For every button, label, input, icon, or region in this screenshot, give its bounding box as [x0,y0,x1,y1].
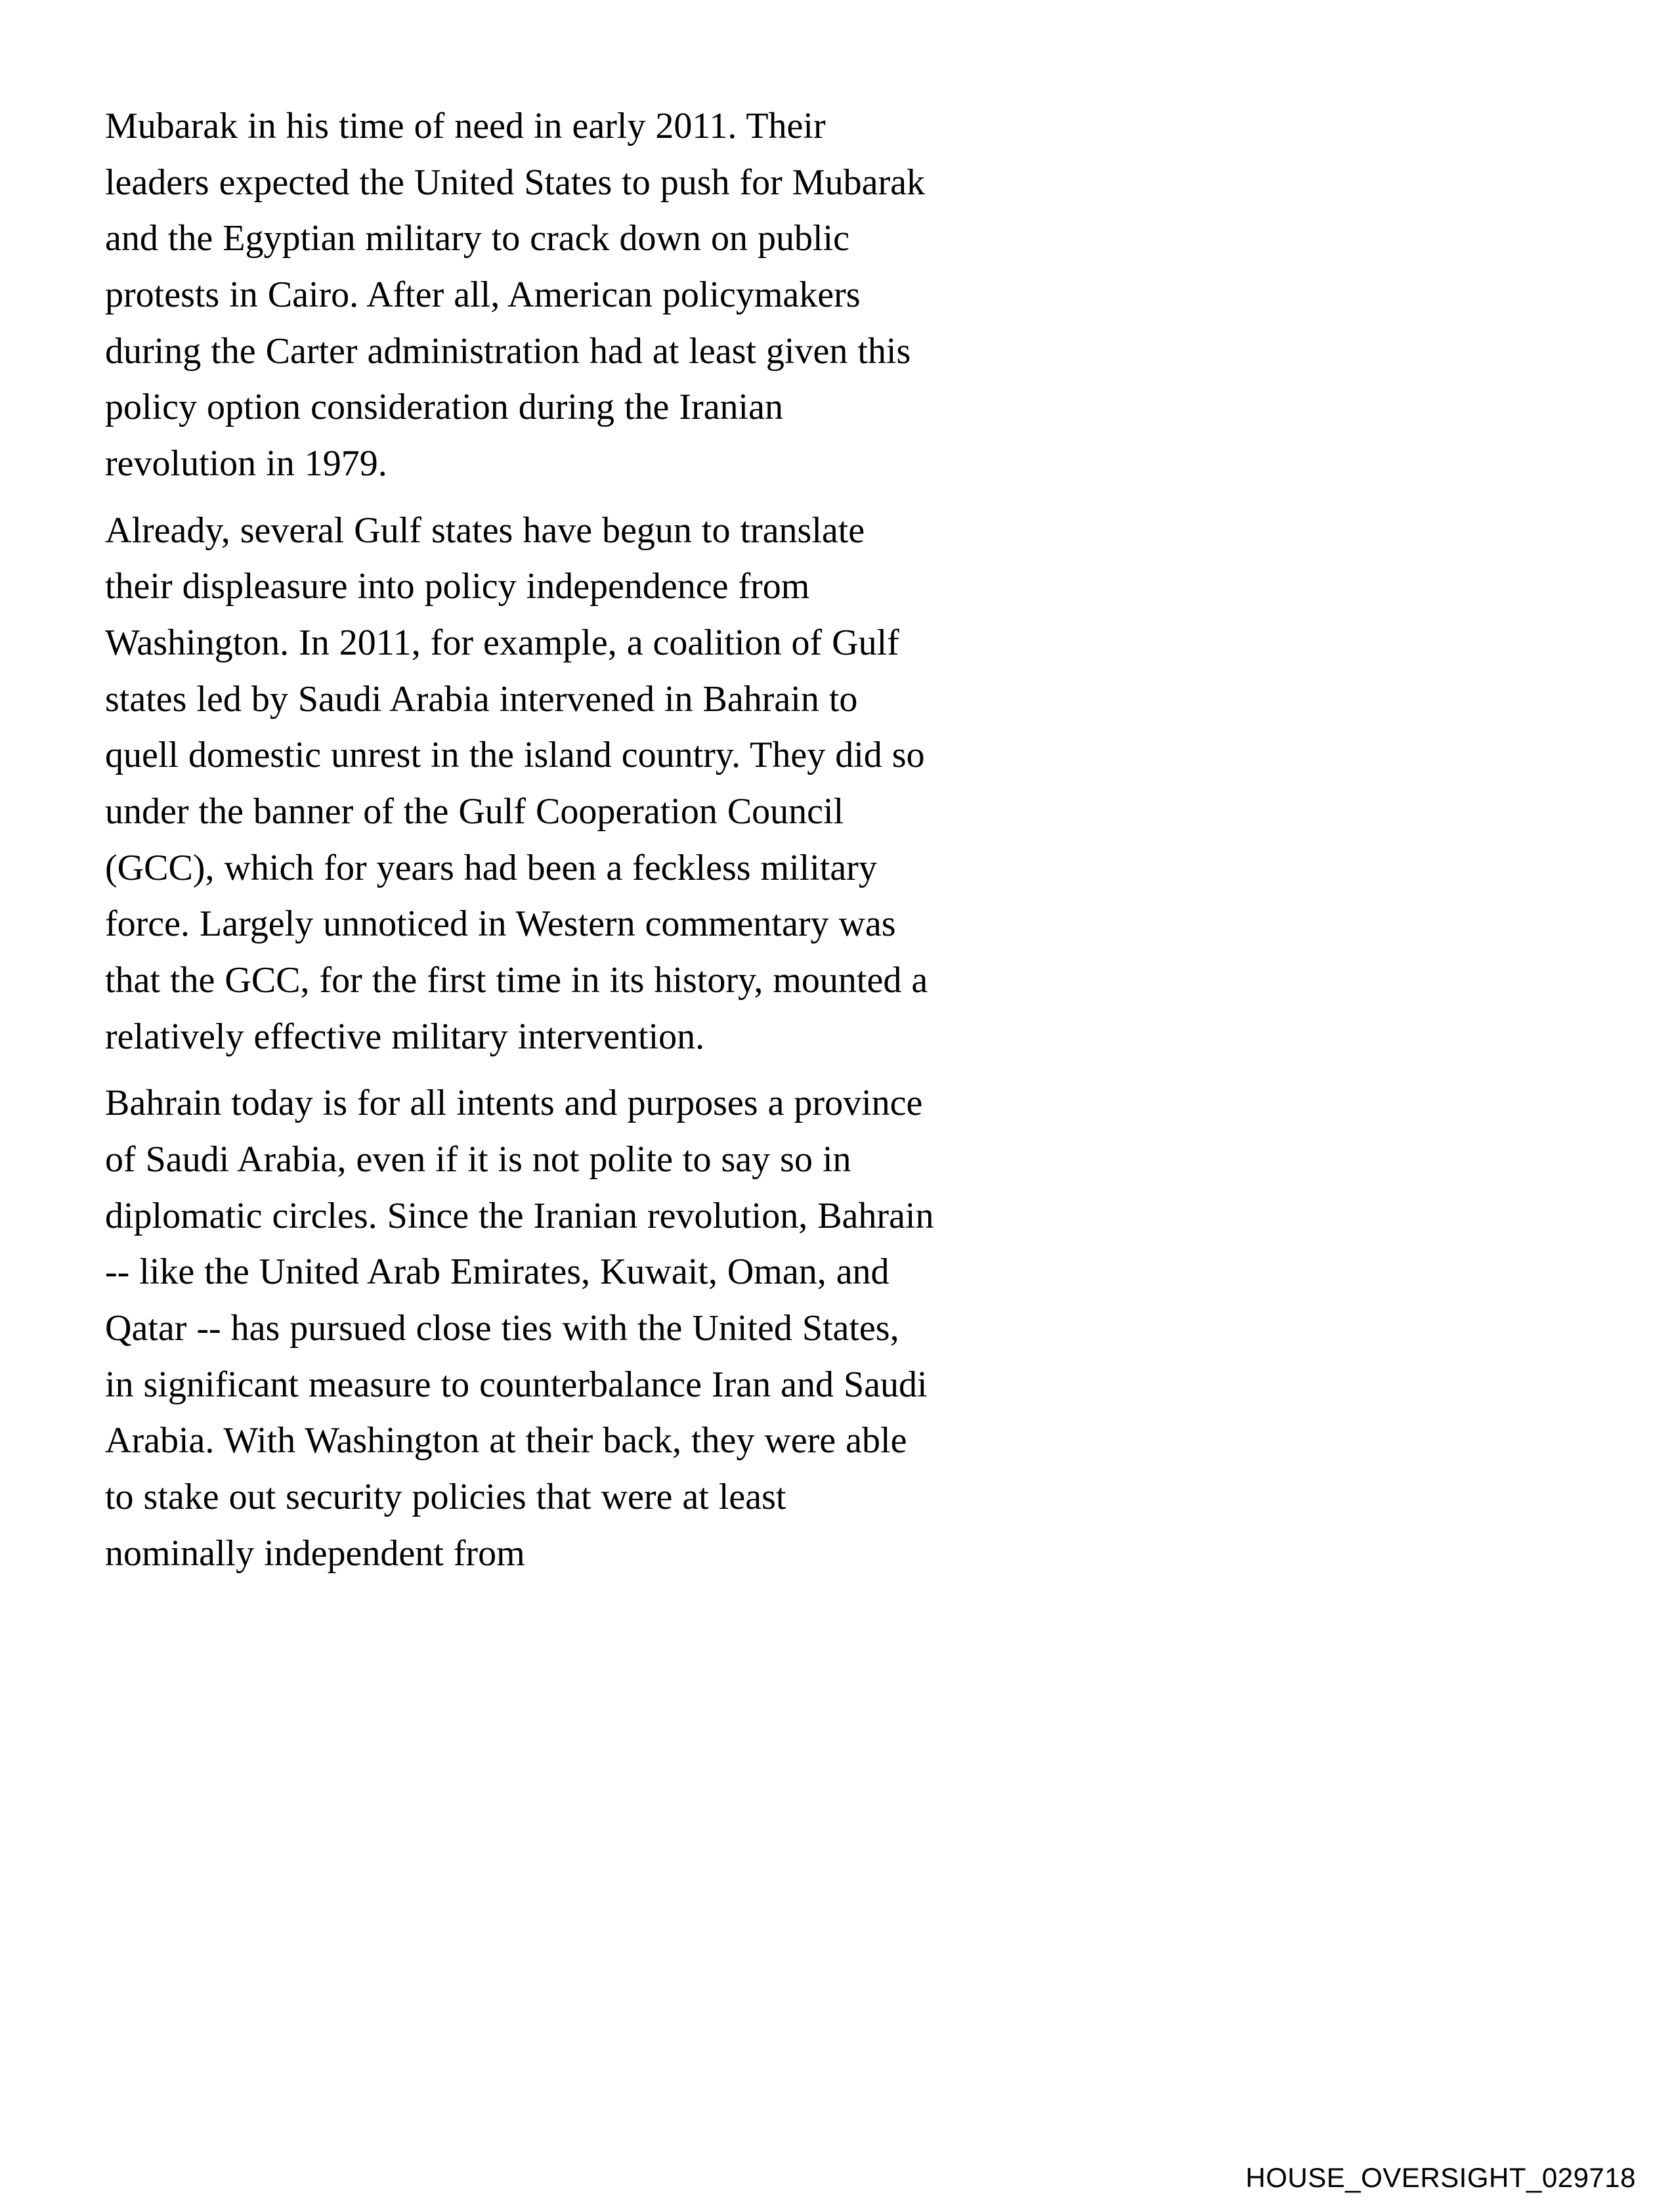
paragraph-2: Already, several Gulf states have begun to translate their displeasure into policy independence from Washington. In 2011, for example, a coalition of Gulf states led by Saudi Arabia intervened in Bahrain to quell domestic unrest in the island country. They did so under the banner of the Gulf Cooperation Council (GCC), which for years had been a feckless military force. Largely unnoticed in Western commentary was that the GCC, for the first time in its history, mounted a relatively effective military intervention. [105,510,928,1057]
bates-stamp: HOUSE_OVERSIGHT_029718 [1245,2162,1636,2193]
paragraph-1: Mubarak in his time of need in early 2011. Their leaders expected the United States to push for Mubarak and the Egyptian military to crack down on public protests in Cairo. After all, American policymakers during the Carter administration had at least given this policy option consideration during the Iranian revolution in 1979. [105,106,925,485]
paragraph-3: Bahrain today is for all intents and purposes a province of Saudi Arabia, even if it is not polite to say so in diplomatic circles. Since the Iranian revolution, Bahrain -- like the United Arab Emirates, Kuwait, Oman, and Qatar -- has pursued close ties with the United States, in significant measure to counterbalance Iran and Saudi Arabia. With Washington at their back, they were able to stake out security policies that were at least nominally independent from [105,1083,934,1574]
text-column [105,98,935,1592]
